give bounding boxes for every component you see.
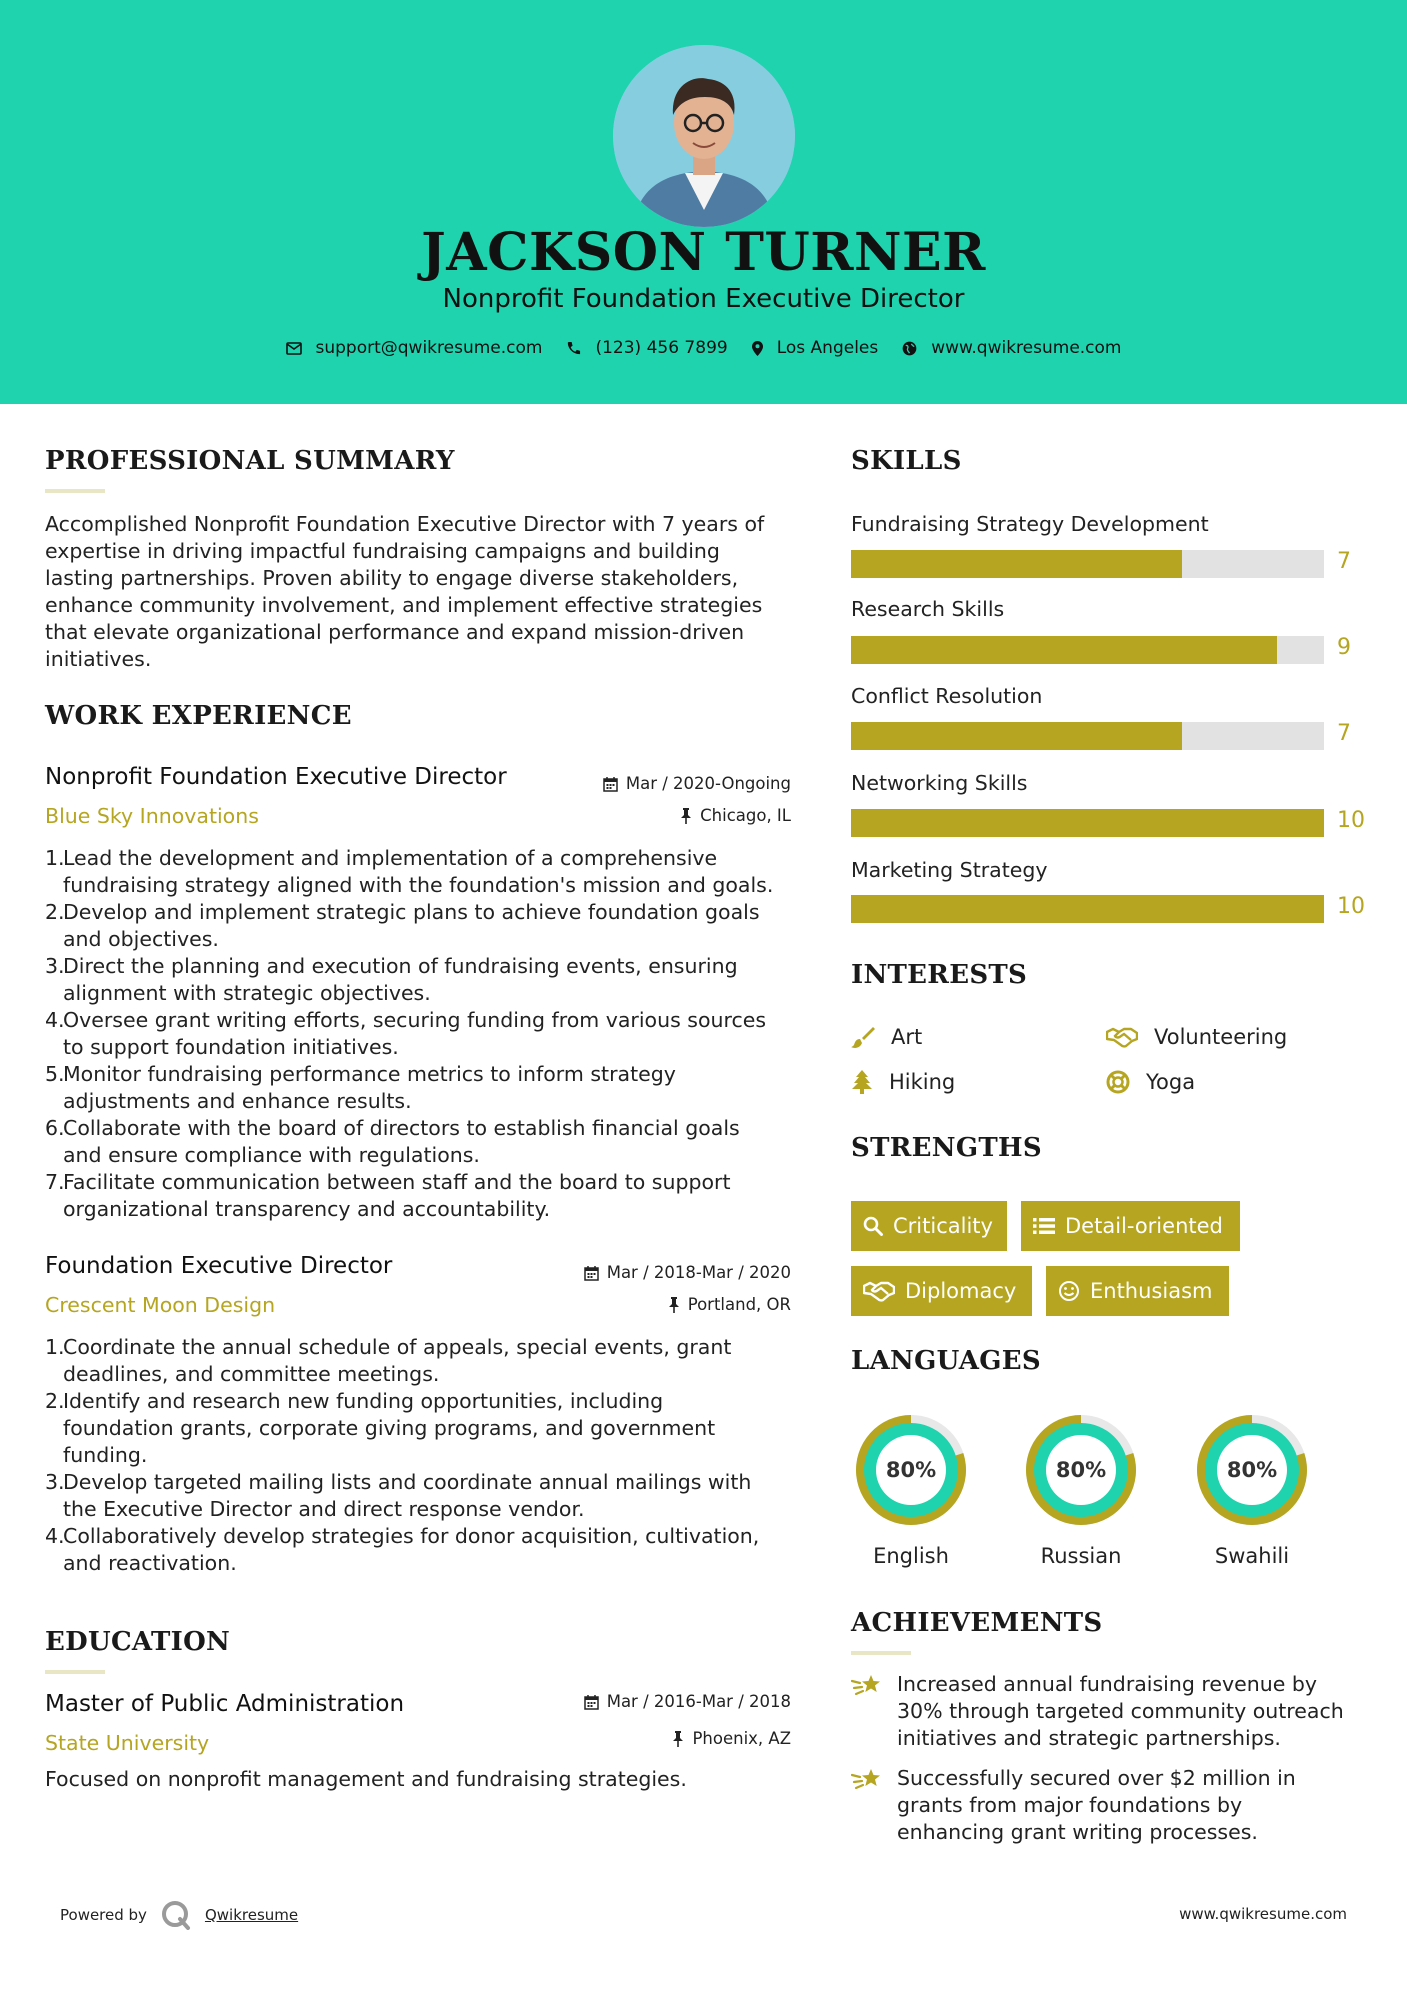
interest-label: Yoga <box>1146 1070 1196 1094</box>
job-title: Nonprofit Foundation Executive Director <box>45 764 507 790</box>
item-number: 4. <box>45 1008 65 1032</box>
job-dates <box>584 1263 791 1282</box>
item-number: 3. <box>45 954 65 978</box>
profile-photo <box>613 45 795 227</box>
item-number: 4. <box>45 1524 65 1548</box>
language-ring <box>1019 1408 1143 1532</box>
skill-bar-fill <box>851 722 1182 750</box>
language-percent: 80% <box>885 1458 937 1482</box>
achievement-text <box>897 1671 1344 1752</box>
languages-heading: LANGUAGES <box>851 1346 1041 1376</box>
candidate-name: JACKSON TURNER <box>421 222 986 283</box>
skill-name: Research Skills <box>851 597 1005 621</box>
qwikresume-logo-icon <box>161 1900 191 1930</box>
skill-name: Fundraising Strategy Development <box>851 512 1209 536</box>
skill-bar <box>851 809 1324 837</box>
list-item <box>45 1007 805 1061</box>
education-heading: EDUCATION <box>45 1627 231 1657</box>
interest-item <box>851 1070 955 1094</box>
interest-label: Art <box>891 1025 923 1049</box>
list-item <box>45 1469 805 1523</box>
achievement-line: initiatives and strategic partnerships. <box>897 1726 1281 1750</box>
work-heading: WORK EXPERIENCE <box>45 701 352 731</box>
tree-icon <box>851 1070 873 1094</box>
achievement-line: Increased annual fundraising revenue by <box>897 1672 1317 1696</box>
phone-icon <box>566 341 581 356</box>
summary-text <box>45 511 805 673</box>
item-line: Collaboratively develop strategies for donor acquisition, cultivation, <box>63 1524 760 1548</box>
summary-line: Accomplished Nonprofit Foundation Executive Director with 7 years of <box>45 512 765 536</box>
list-icon <box>1033 1217 1055 1235</box>
language-name: English <box>873 1544 949 1568</box>
language-percent: 80% <box>1055 1458 1107 1482</box>
list-item <box>45 1061 805 1115</box>
life-ring-icon <box>1106 1070 1130 1094</box>
school-name: State University <box>45 1731 210 1755</box>
item-line: Coordinate the annual schedule of appeals, special events, grant <box>63 1335 732 1359</box>
achievement-line: grants from major foundations by <box>897 1793 1243 1817</box>
skill-bar-fill <box>851 636 1277 664</box>
job-location <box>668 1295 791 1314</box>
contact-website[interactable] <box>902 338 1121 358</box>
job-dates-text: Mar / 2020-Ongoing <box>625 774 791 793</box>
item-number: 1. <box>45 1335 65 1359</box>
interest-label: Volunteering <box>1154 1025 1288 1049</box>
language-ring <box>1190 1408 1314 1532</box>
company-name: Crescent Moon Design <box>45 1293 276 1317</box>
item-line: alignment with strategic objectives. <box>63 981 431 1005</box>
item-line: Develop targeted mailing lists and coordinate annual mailings with <box>63 1470 752 1494</box>
education-location-text: Phoenix, AZ <box>692 1729 791 1748</box>
skill-bar-fill <box>851 809 1324 837</box>
item-line: Facilitate communication between staff and the board to support <box>63 1170 731 1194</box>
list-item <box>45 845 805 899</box>
job-dates <box>603 774 791 793</box>
item-line: deadlines, and committee meetings. <box>63 1362 440 1386</box>
skill-bar <box>851 722 1324 750</box>
skill-bar-fill <box>851 895 1324 923</box>
list-item <box>45 1334 805 1388</box>
interests-heading: INTERESTS <box>851 960 1028 990</box>
interest-item <box>851 1025 922 1049</box>
list-item <box>45 1388 805 1469</box>
strength-label: Enthusiasm <box>1090 1279 1213 1303</box>
achievement-item <box>851 1765 1371 1846</box>
summary-line: that elevate organizational performance and expand mission-driven <box>45 620 745 644</box>
item-number: 2. <box>45 900 65 924</box>
item-line: Direct the planning and execution of fundraising events, ensuring <box>63 954 738 978</box>
item-number: 2. <box>45 1389 65 1413</box>
job-location-text: Chicago, IL <box>700 806 791 825</box>
strength-tag <box>851 1201 1007 1251</box>
footer-website[interactable]: www.qwikresume.com <box>1179 1905 1347 1923</box>
footer-powered-by <box>60 1900 298 1930</box>
strength-tag <box>1046 1266 1229 1316</box>
skill-bar-fill <box>851 550 1182 578</box>
job-title: Foundation Executive Director <box>45 1253 393 1279</box>
item-line: the Executive Director and direct response vendor. <box>63 1497 585 1521</box>
item-line: Monitor fundraising performance metrics to inform strategy <box>63 1062 676 1086</box>
interest-label: Hiking <box>889 1070 956 1094</box>
shooting-star-icon <box>851 1671 883 1699</box>
skill-bar <box>851 895 1324 923</box>
item-number: 7. <box>45 1170 65 1194</box>
summary-line: expertise in driving impactful fundraising campaigns and building <box>45 539 720 563</box>
achievement-line: Successfully secured over $2 million in <box>897 1766 1296 1790</box>
item-number: 6. <box>45 1116 65 1140</box>
pushpin-icon <box>680 808 692 824</box>
strength-tag <box>851 1266 1032 1316</box>
language-item <box>849 1408 973 1568</box>
job-location <box>680 806 791 825</box>
email-text: support@qwikresume.com <box>315 338 543 358</box>
degree-title: Master of Public Administration <box>45 1691 405 1717</box>
skill-value: 10 <box>1337 894 1365 919</box>
achievement-text <box>897 1765 1296 1846</box>
contact-bar <box>0 338 1407 358</box>
calendar-icon <box>584 1265 599 1281</box>
skill-value: 7 <box>1337 721 1351 746</box>
skill-name: Marketing Strategy <box>851 858 1048 882</box>
person-avatar-icon <box>613 45 795 227</box>
list-item <box>45 1115 805 1169</box>
summary-heading: PROFESSIONAL SUMMARY <box>45 446 455 476</box>
candidate-title: Nonprofit Foundation Executive Director <box>442 284 965 314</box>
smile-icon <box>1058 1280 1080 1302</box>
handshake-icon <box>863 1280 895 1302</box>
calendar-icon <box>603 776 618 792</box>
location-text: Los Angeles <box>776 338 879 358</box>
item-line: and reactivation. <box>63 1551 237 1575</box>
achievement-line: 30% through targeted community outreach <box>897 1699 1344 1723</box>
list-item <box>45 1523 805 1577</box>
item-line: and ensure compliance with regulations. <box>63 1143 480 1167</box>
achievements-underline <box>851 1651 911 1655</box>
item-line: fundraising strategy aligned with the foundation's mission and goals. <box>63 873 774 897</box>
interest-item <box>1106 1025 1287 1049</box>
resume-header <box>0 0 1407 404</box>
item-number: 1. <box>45 846 65 870</box>
contact-email[interactable] <box>286 338 543 358</box>
handshake-icon <box>1106 1026 1138 1048</box>
strength-label: Criticality <box>893 1214 993 1238</box>
item-line: Develop and implement strategic plans to achieve foundation goals <box>63 900 760 924</box>
item-line: and objectives. <box>63 927 219 951</box>
job-duties-list <box>45 845 805 1223</box>
skill-name: Conflict Resolution <box>851 684 1043 708</box>
list-item <box>45 1169 805 1223</box>
calendar-icon <box>584 1694 599 1710</box>
contact-phone[interactable] <box>566 338 727 358</box>
achievement-item <box>851 1671 1371 1752</box>
search-icon <box>863 1216 883 1236</box>
language-ring <box>849 1408 973 1532</box>
education-dates <box>584 1692 791 1711</box>
globe-icon <box>902 341 917 356</box>
strength-label: Diplomacy <box>905 1279 1017 1303</box>
language-name: Russian <box>1040 1544 1122 1568</box>
envelope-icon <box>286 342 302 355</box>
list-item <box>45 953 805 1007</box>
job-dates-text: Mar / 2018-Mar / 2020 <box>606 1263 791 1282</box>
item-line: funding. <box>63 1443 148 1467</box>
qwikresume-link[interactable]: Qwikresume <box>204 1906 299 1924</box>
achievement-line: enhancing grant writing processes. <box>897 1820 1258 1844</box>
pushpin-icon <box>672 1731 684 1747</box>
skill-name: Networking Skills <box>851 771 1028 795</box>
education-underline <box>45 1670 105 1674</box>
powered-by-text: Powered by <box>60 1906 147 1924</box>
interest-item <box>1106 1070 1195 1094</box>
achievements-heading: ACHIEVEMENTS <box>851 1608 1103 1638</box>
item-line: Oversee grant writing efforts, securing funding from various sources <box>63 1008 767 1032</box>
item-number: 3. <box>45 1470 65 1494</box>
shooting-star-icon <box>851 1765 883 1793</box>
skill-value: 7 <box>1337 549 1351 574</box>
language-name: Swahili <box>1214 1544 1290 1568</box>
summary-underline <box>45 489 105 493</box>
skill-value: 9 <box>1337 635 1351 660</box>
item-line: foundation grants, corporate giving programs, and government <box>63 1416 716 1440</box>
item-line: Lead the development and implementation of a comprehensive <box>63 846 718 870</box>
item-number: 5. <box>45 1062 65 1086</box>
phone-text: (123) 456 7899 <box>595 338 728 358</box>
summary-line: enhance community involvement, and implement effective strategies <box>45 593 763 617</box>
map-marker-icon <box>752 341 763 356</box>
paintbrush-icon <box>851 1025 875 1049</box>
skills-heading: SKILLS <box>851 446 962 476</box>
skill-bar <box>851 550 1324 578</box>
summary-line: initiatives. <box>45 647 152 671</box>
job-location-text: Portland, OR <box>687 1295 791 1314</box>
strength-label: Detail-oriented <box>1065 1214 1223 1238</box>
strength-tag <box>1021 1201 1240 1251</box>
item-line: to support foundation initiatives. <box>63 1035 399 1059</box>
language-percent: 80% <box>1226 1458 1278 1482</box>
job-duties-list <box>45 1334 805 1577</box>
list-item <box>45 899 805 953</box>
company-name: Blue Sky Innovations <box>45 804 259 828</box>
item-line: adjustments and enhance results. <box>63 1089 412 1113</box>
item-line: Identify and research new funding opportunities, including <box>63 1389 664 1413</box>
item-line: organizational transparency and accountability. <box>63 1197 551 1221</box>
education-description: Focused on nonprofit management and fundraising strategies. <box>45 1767 687 1791</box>
language-item <box>1190 1408 1314 1568</box>
strengths-heading: STRENGTHS <box>851 1133 1042 1163</box>
education-location <box>672 1729 791 1748</box>
contact-location <box>752 338 879 358</box>
item-line: Collaborate with the board of directors to establish financial goals <box>63 1116 740 1140</box>
skill-value: 10 <box>1337 808 1365 833</box>
pushpin-icon <box>668 1297 680 1313</box>
education-dates-text: Mar / 2016-Mar / 2018 <box>606 1692 791 1711</box>
skill-bar <box>851 636 1324 664</box>
website-text: www.qwikresume.com <box>931 338 1122 358</box>
summary-line: lasting partnerships. Proven ability to engage diverse stakeholders, <box>45 566 739 590</box>
language-item <box>1019 1408 1143 1568</box>
